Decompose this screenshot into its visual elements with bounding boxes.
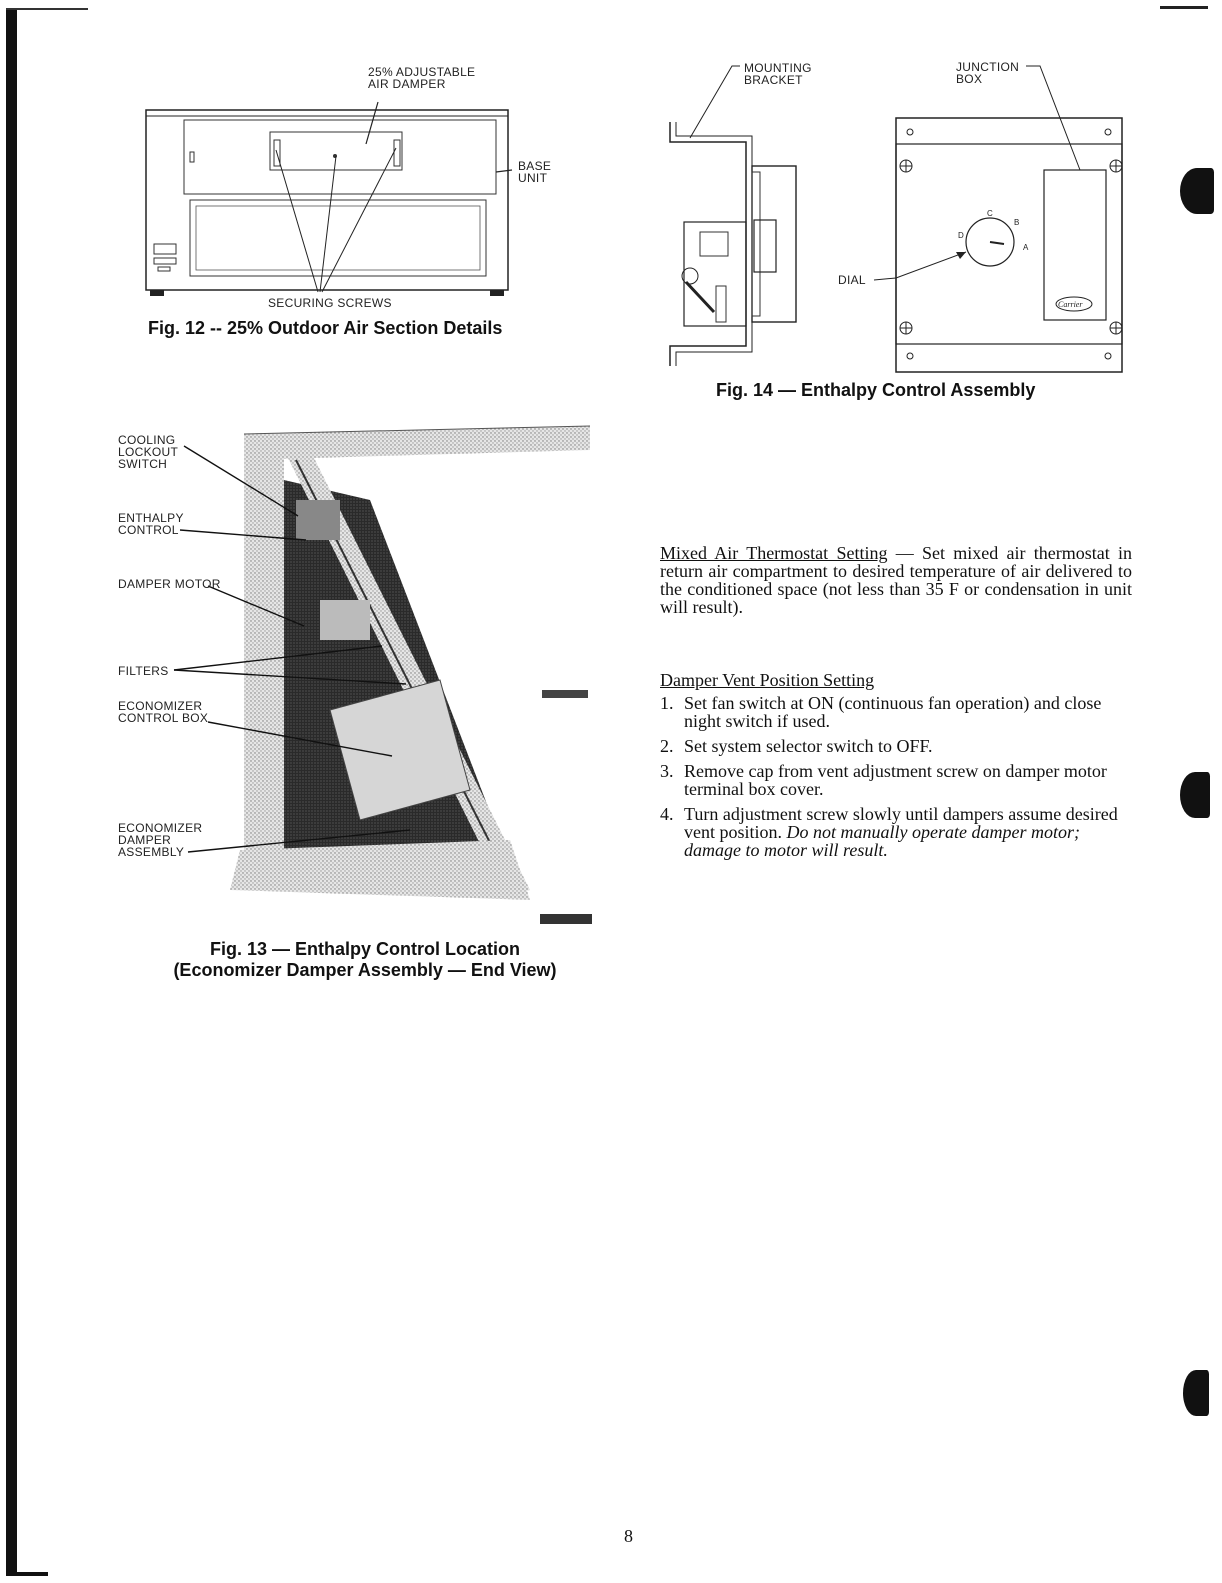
fig13-econ-box-line1: ECONOMIZER: [118, 699, 203, 713]
fig12-label-screws: SECURING SCREWS: [268, 296, 392, 310]
fig13-cooling-line2: LOCKOUT: [118, 445, 179, 459]
fig12-label-damper-line1: 25% ADJUSTABLE: [368, 65, 476, 79]
fig13-figure: [110, 420, 600, 940]
fig12-label-base-line2: UNIT: [518, 171, 548, 185]
dial-letter-d: D: [958, 231, 965, 240]
fig12-label-damper: [368, 66, 475, 90]
fig13-label-econ-damper: [118, 822, 202, 858]
fig13-photo: [110, 420, 600, 940]
dial-letter-b: B: [1014, 218, 1020, 227]
fig13-caption-line2: (Economizer Damper Assembly — End View): [173, 960, 557, 980]
left-binding-bar: [6, 8, 17, 1575]
page-number: 8: [624, 1526, 633, 1546]
fig13-label-econ-box: [118, 700, 208, 724]
fig13-econ-damper-line2: DAMPER: [118, 833, 172, 847]
fig14-figure: [660, 56, 1140, 376]
step-number: 4.: [660, 804, 674, 824]
step-warning: Do not manually operate damper motor; damage to motor will result.: [684, 822, 1080, 860]
dial-letter-c: C: [987, 209, 994, 218]
fig13-label-damper-motor: DAMPER MOTOR: [118, 577, 221, 591]
fig13-label-enthalpy: [118, 512, 184, 536]
step-item: [660, 762, 1132, 798]
punch-hole-1: [1180, 168, 1214, 214]
dial-letter-a: A: [1023, 243, 1029, 252]
top-left-rule: [6, 8, 88, 10]
carrier-logo: Carrier: [1058, 300, 1083, 309]
step-text: Turn adjustment screw slowly until dampers assume desired vent position.: [684, 804, 1118, 842]
step-text: Set fan switch at ON (continuous fan operation) and close night switch if used.: [684, 693, 1102, 731]
fig13-econ-box-line2: CONTROL BOX: [118, 711, 209, 725]
damper-vent-section: [660, 671, 1132, 866]
fig13-caption-line1: Fig. 13 — Enthalpy Control Location: [209, 939, 520, 959]
fig13-cooling-line3: SWITCH: [118, 457, 168, 471]
mixed-air-heading: Mixed Air Thermostat Setting: [660, 543, 888, 563]
fig13-label-cooling: [118, 434, 178, 470]
step-number: 2.: [660, 736, 674, 756]
fig13-label-filters: FILTERS: [118, 664, 169, 678]
fig12-label-base-unit: [518, 160, 551, 184]
top-right-rule: [1160, 6, 1208, 9]
step-item: [660, 805, 1132, 859]
mixed-air-paragraph: [660, 544, 1132, 616]
punch-hole-3: [1183, 1370, 1209, 1416]
fig13-cooling-line1: COOLING: [118, 433, 176, 447]
fig14-drawing: [660, 56, 1140, 376]
fig13-caption: [130, 939, 600, 981]
fig13-enthalpy-line2: CONTROL: [118, 523, 179, 537]
step-item: [660, 694, 1132, 730]
step-number: 1.: [660, 693, 674, 713]
damper-vent-steps: [660, 694, 1132, 859]
fig12-label-base-line1: BASE: [518, 159, 552, 173]
fig12-drawing: [140, 60, 570, 318]
fig14-label-junction-line1: JUNCTION: [956, 60, 1020, 74]
mixed-air-text: — Set mixed air thermostat in return air compartment to desired temperature of air delivered to the conditioned space (not less than 35 F or condensation in unit will result).: [660, 543, 1132, 617]
fig12-figure: [140, 60, 570, 318]
damper-vent-heading: Damper Vent Position Setting: [660, 670, 875, 690]
fig13-enthalpy-line1: ENTHALPY: [118, 511, 184, 525]
fig14-label-mounting-line2: BRACKET: [744, 73, 803, 87]
bottom-left-rule: [6, 1572, 48, 1576]
fig13-econ-damper-line1: ECONOMIZER: [118, 821, 203, 835]
fig14-label-dial: DIAL: [838, 273, 866, 287]
fig14-caption: Fig. 14 — Enthalpy Control Assembly: [716, 380, 1036, 400]
step-item: [660, 737, 1132, 755]
step-number: 3.: [660, 761, 674, 781]
fig12-caption: Fig. 12 -- 25% Outdoor Air Section Details: [148, 318, 503, 338]
fig14-label-junction: [956, 61, 1019, 85]
punch-hole-2: [1180, 772, 1210, 818]
fig14-label-junction-line2: BOX: [956, 72, 983, 86]
fig14-label-mounting-line1: MOUNTING: [744, 61, 812, 75]
fig12-label-damper-line2: AIR DAMPER: [368, 77, 446, 91]
fig13-econ-damper-line3: ASSEMBLY: [118, 845, 185, 859]
step-text: Remove cap from vent adjustment screw on damper motor terminal box cover.: [684, 761, 1107, 799]
step-text: Set system selector switch to OFF.: [684, 736, 933, 756]
fig14-label-mounting: [744, 62, 812, 86]
